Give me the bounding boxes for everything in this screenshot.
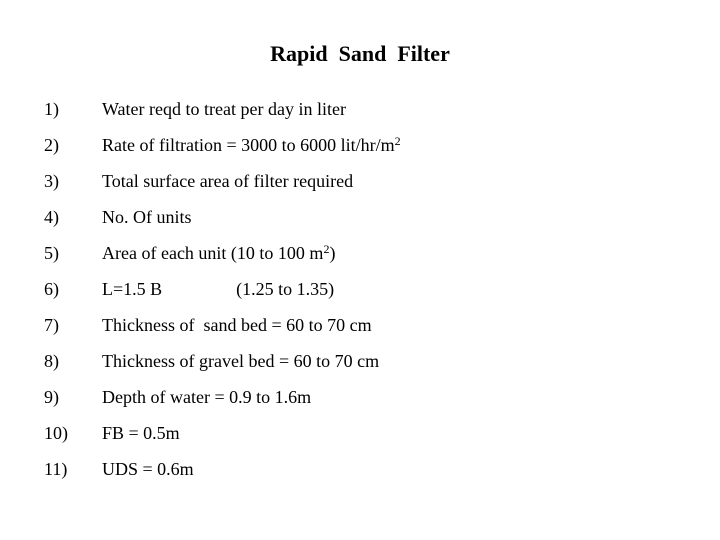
list-item-4 <box>44 205 684 241</box>
item-number: 4) <box>44 207 59 227</box>
item-number: 9) <box>44 387 59 407</box>
list-item-8 <box>44 349 684 385</box>
superscript: 2 <box>323 242 330 256</box>
item-number: 6) <box>44 279 59 299</box>
item-number: 11) <box>44 459 68 479</box>
item-text-end: ) <box>329 243 336 263</box>
item-text: UDS = 0.6m <box>102 459 194 479</box>
item-text <box>102 133 401 157</box>
list-item-10 <box>44 421 684 457</box>
list-item-2 <box>44 133 684 169</box>
item-number: 10) <box>44 423 68 443</box>
item-number: 1) <box>44 99 59 119</box>
list-item-3 <box>44 169 684 205</box>
item-number: 7) <box>44 315 59 335</box>
item-text: No. Of units <box>102 207 192 227</box>
item-text: Total surface area of filter required <box>102 171 354 191</box>
item-text: FB = 0.5m <box>102 423 180 443</box>
item-number: 3) <box>44 171 59 191</box>
list-item-6 <box>44 277 684 313</box>
list-item-7 <box>44 313 684 349</box>
item-number: 8) <box>44 351 59 371</box>
item-text: Water reqd to treat per day in liter <box>102 99 346 119</box>
item-text-main: L=1.5 B <box>102 279 163 299</box>
item-text <box>102 241 335 265</box>
item-number: 2) <box>44 135 59 155</box>
item-text <box>102 277 334 301</box>
item-number: 5) <box>44 243 59 263</box>
list-item-1 <box>44 97 684 133</box>
item-text: Thickness of sand bed = 60 to 70 cm <box>102 315 372 335</box>
superscript: 2 <box>394 134 401 148</box>
list-item-11 <box>44 457 684 493</box>
list-item-9 <box>44 385 684 421</box>
list-item-5 <box>44 241 684 277</box>
item-text-main: Rate of filtration = 3000 to 6000 lit/hr/m <box>102 135 395 155</box>
item-text: Thickness of gravel bed = 60 to 70 cm <box>102 351 380 371</box>
item-text-main: Area of each unit (10 to 100 m <box>102 243 324 263</box>
item-text-range: (1.25 to 1.35) <box>236 279 335 299</box>
item-list <box>44 97 684 493</box>
item-text: Depth of water = 0.9 to 1.6m <box>102 387 312 407</box>
slide-title: Rapid Sand Filter <box>270 41 450 66</box>
